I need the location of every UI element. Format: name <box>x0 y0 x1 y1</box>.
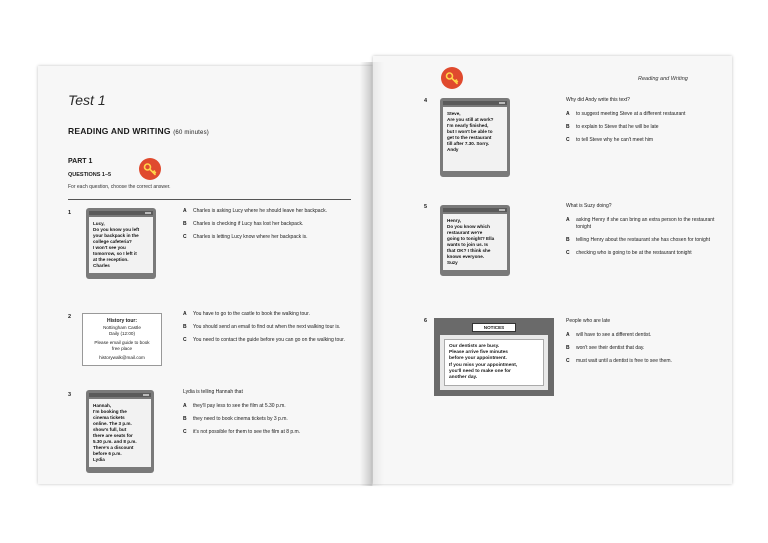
message-line: I won't see you <box>93 245 126 250</box>
message-line: college cafeteria? <box>93 239 132 244</box>
phone-message-1 <box>86 208 156 279</box>
message-line: your backpack in the <box>93 233 139 238</box>
message-line: There's a discount <box>93 445 134 450</box>
option-a[interactable] <box>566 111 714 118</box>
notice-header: NOTICES <box>472 323 516 332</box>
option-text: telling Henry about the restaurant she has chosen for tonight <box>576 237 710 243</box>
option-letter: C <box>566 358 570 364</box>
card-line: Daily (12:00) <box>108 331 136 336</box>
question-stem: People who are late <box>566 318 611 324</box>
message-line: Do you know which <box>447 224 490 229</box>
option-letter: C <box>183 337 187 343</box>
option-letter: C <box>183 429 187 435</box>
option-text: You need to contact the guide before you can go on the walking tour. <box>193 337 345 343</box>
option-text: Charles is asking Lucy where he should leave her backpack. <box>193 208 327 214</box>
phone-message-5 <box>440 205 510 276</box>
card-email: historywalk@mail.com <box>99 355 145 360</box>
message-line: I'm booking the <box>93 409 127 414</box>
option-text: You should send an email to find out when the next walking tour is. <box>193 324 341 330</box>
message-line: till after 7.30. Sorry. <box>447 141 490 146</box>
message-line: Henry, <box>447 218 461 223</box>
message-line: that OK? I think she <box>447 248 491 253</box>
message-line: show's full, but <box>93 427 127 432</box>
option-letter: B <box>566 237 570 243</box>
message-line: wants to join us. Is <box>447 242 489 247</box>
message-line: Charles <box>93 263 110 268</box>
card-line: Please email guide to book <box>94 340 150 345</box>
question-3 <box>183 389 345 442</box>
phone-screen <box>89 217 153 273</box>
message-line: before 6 p.m. <box>93 451 122 456</box>
phone-screen <box>89 399 151 467</box>
message-line: at the reception. <box>93 257 129 262</box>
question-stem: What is Suzy doing? <box>566 203 612 209</box>
phone-message-4 <box>440 98 510 177</box>
message-line: restaurant we're <box>447 230 483 235</box>
message-line: cinema tickets <box>93 415 125 420</box>
option-text: they need to book cinema tickets by 3 p.m. <box>193 416 288 422</box>
message-line: Lucy, <box>93 221 105 226</box>
question-number-5: 5 <box>424 204 428 210</box>
message-line: 5.30 p.m. and 8 p.m. <box>93 439 137 444</box>
notice-line: you'll need to make one for <box>449 368 511 374</box>
running-head: Reading and Writing <box>638 76 688 82</box>
message-line: Andy <box>447 147 459 152</box>
question-5 <box>566 203 716 263</box>
options-q1 <box>183 208 343 247</box>
option-letter: B <box>183 221 187 227</box>
option-text: Charles is letting Lucy know where her backpack is. <box>193 234 308 240</box>
key-icon <box>139 158 161 180</box>
option-letter: B <box>566 124 570 130</box>
message-line: Hannah, <box>93 403 112 408</box>
message-line: going to tonight? Ella <box>447 236 495 241</box>
question-number-3: 3 <box>68 392 72 398</box>
message-line: Do you know you left <box>93 227 140 232</box>
part-label: PART 1 <box>68 158 93 165</box>
option-c[interactable] <box>566 358 716 365</box>
card-line: Nottingham Castle <box>103 325 141 330</box>
option-text: it's not possible for them to see the film at 8 p.m. <box>193 429 301 435</box>
message-line: I'm nearly finished, <box>447 123 489 128</box>
question-stem: Lydia is telling Hannah that <box>183 389 243 395</box>
option-letter: C <box>183 234 187 240</box>
option-c[interactable] <box>183 429 345 436</box>
message-line: but I won't be able to <box>447 129 493 134</box>
message-line: Suzy <box>447 260 458 265</box>
option-letter: B <box>183 416 187 422</box>
option-text: Charles is checking if Lucy has lost her backpack. <box>193 221 304 227</box>
question-6 <box>566 318 716 371</box>
phone-status-bar <box>89 393 151 397</box>
message-line: online. The 3 p.m. <box>93 421 132 426</box>
option-c[interactable] <box>183 337 345 344</box>
questions-label: QUESTIONS 1–5 <box>68 172 112 178</box>
notice-line: before your appointment. <box>449 356 507 362</box>
notice-line: another day. <box>449 375 478 381</box>
option-text: to explain to Steve that he will be late <box>576 124 659 130</box>
message-line: Are you still at work? <box>447 117 494 122</box>
message-line: get to the restaurant <box>447 135 492 140</box>
option-b[interactable] <box>566 345 716 352</box>
option-text: You have to go to the castle to book the walking tour. <box>193 311 310 317</box>
phone-status-bar <box>443 208 507 212</box>
option-b[interactable] <box>183 324 345 331</box>
option-b[interactable] <box>183 416 345 423</box>
option-letter: A <box>566 217 570 223</box>
question-stem: Why did Andy write this text? <box>566 97 630 103</box>
option-text: they'll pay less to see the film at 5.30 p.m. <box>193 403 286 409</box>
question-number-1: 1 <box>68 210 72 216</box>
question-number-6: 6 <box>424 318 428 324</box>
card-line: free place <box>111 346 133 351</box>
notice-inner <box>440 335 548 390</box>
option-letter: A <box>566 332 570 338</box>
option-text: to tell Steve why he can't meet him <box>576 137 654 143</box>
notice-line: If you miss your appointment, <box>449 362 518 368</box>
history-tour-card <box>82 313 162 366</box>
test-title: Test 1 <box>68 92 106 108</box>
phone-screen <box>443 107 507 171</box>
option-text: will have to see a different dentist. <box>576 332 652 338</box>
option-letter: C <box>566 137 570 143</box>
option-c[interactable] <box>566 250 716 257</box>
section-title: READING AND WRITING <box>68 126 171 136</box>
message-line: Steve, <box>447 111 461 116</box>
message-line: knows everyone. <box>447 254 485 259</box>
phone-screen <box>443 214 507 270</box>
option-text: checking who is going to be at the restaurant tonight <box>576 250 692 256</box>
option-b[interactable] <box>566 124 714 131</box>
question-4 <box>566 97 714 150</box>
divider <box>68 199 351 200</box>
key-icon <box>441 67 463 89</box>
option-letter: A <box>566 111 570 117</box>
option-b[interactable] <box>566 237 716 244</box>
message-line: tomorrow, so I left it <box>93 251 137 256</box>
question-number-2: 2 <box>68 314 72 320</box>
notice-line: Please arrive five minutes <box>449 350 508 356</box>
option-a[interactable] <box>566 332 716 339</box>
section-minutes: (60 minutes) <box>173 130 209 136</box>
option-letter: A <box>183 403 187 409</box>
option-c[interactable] <box>566 137 714 144</box>
section-heading <box>68 126 209 136</box>
option-a[interactable] <box>183 403 345 410</box>
option-letter: B <box>183 324 187 330</box>
options-q2 <box>183 311 345 350</box>
option-text: must wait until a dentist is free to see them. <box>576 358 672 364</box>
instruction-text: For each question, choose the correct answer. <box>68 184 171 190</box>
message-line: there are seats for <box>93 433 133 438</box>
option-a[interactable] <box>566 217 716 231</box>
notice-board <box>434 318 554 396</box>
notice-line: Our dentists are busy. <box>449 344 500 349</box>
option-text: won't see their dentist that day. <box>576 345 645 351</box>
option-letter: C <box>566 250 570 256</box>
option-a[interactable] <box>183 311 345 318</box>
book-spine <box>360 62 384 486</box>
question-number-4: 4 <box>424 98 428 104</box>
option-text: asking Henry if she can bring an extra person to the restaurant tonight <box>576 217 715 230</box>
notice-paper <box>444 339 544 386</box>
option-a[interactable] <box>183 208 343 215</box>
option-text: to suggest meeting Steve at a different restaurant <box>576 111 686 117</box>
option-c[interactable] <box>183 234 343 241</box>
option-letter: A <box>183 311 187 317</box>
phone-status-bar <box>89 211 153 215</box>
phone-status-bar <box>443 101 507 105</box>
card-title: History tour: <box>107 318 137 324</box>
option-letter: A <box>183 208 187 214</box>
option-b[interactable] <box>183 221 343 228</box>
message-line: Lydia <box>93 457 105 462</box>
option-letter: B <box>566 345 570 351</box>
phone-message-3 <box>86 390 154 473</box>
